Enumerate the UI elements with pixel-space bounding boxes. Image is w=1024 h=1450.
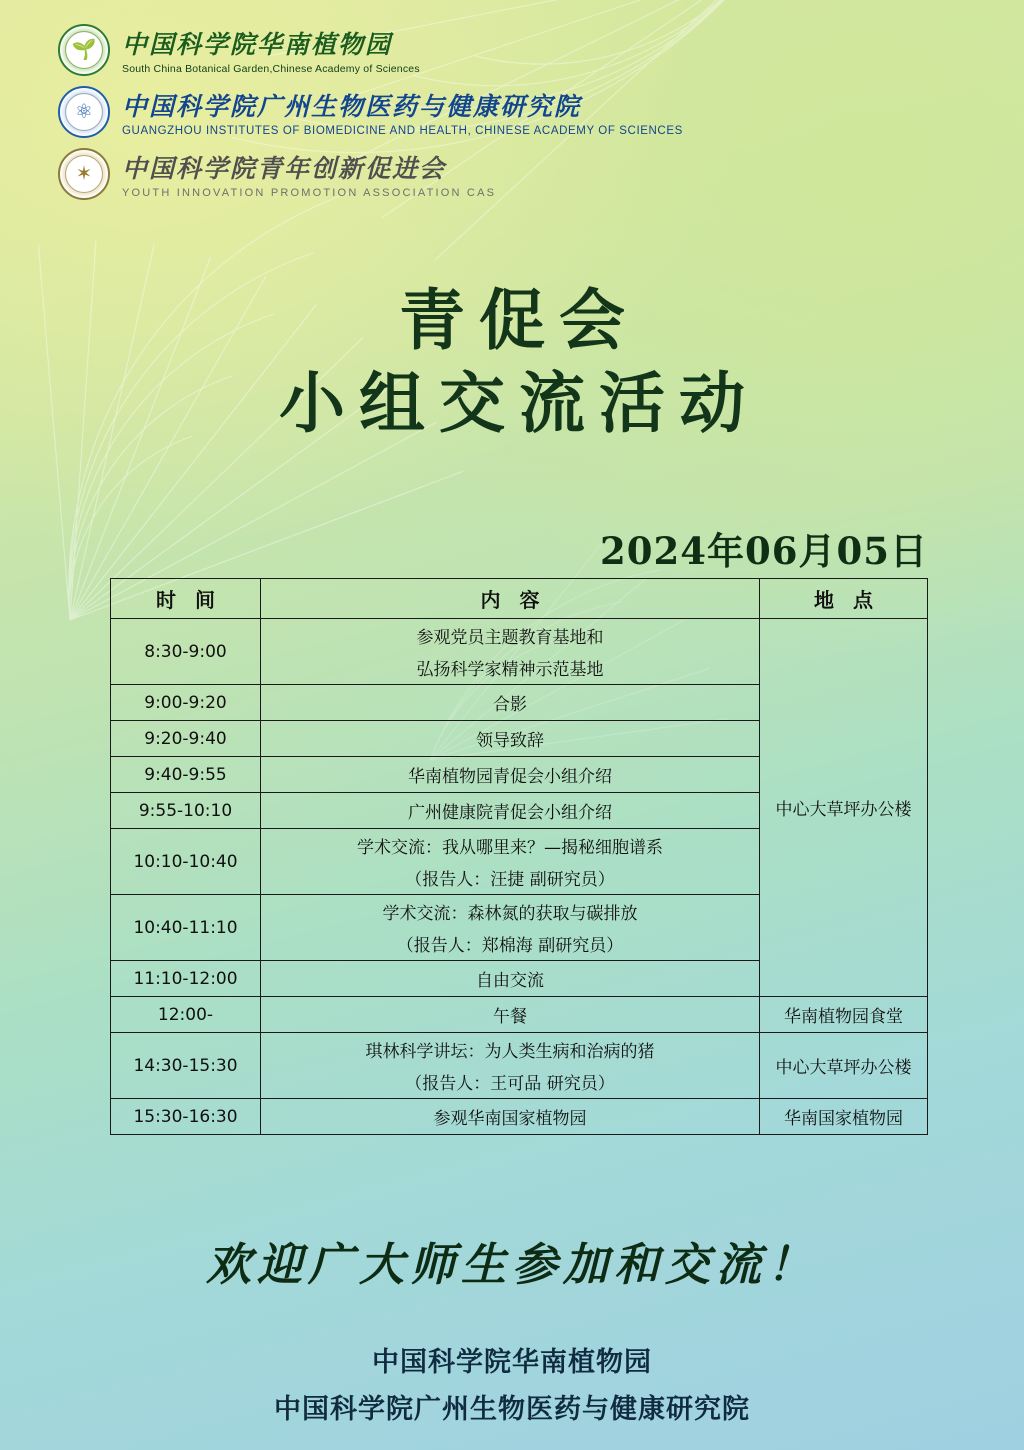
column-header-time: 时 间 bbox=[111, 579, 261, 619]
logo-row-youth-innovation bbox=[58, 146, 758, 202]
cell-place: 中心大草坪办公楼 bbox=[760, 1033, 928, 1099]
title-line-1: 青促会 bbox=[399, 281, 639, 359]
cell-time: 9:20-9:40 bbox=[111, 721, 261, 757]
cell-content: 参观华南国家植物园 bbox=[261, 1099, 760, 1135]
youth-innovation-seal-icon: ✶ bbox=[58, 148, 110, 200]
botanical-garden-seal-icon: 🌱 bbox=[58, 24, 110, 76]
schedule-table bbox=[110, 578, 928, 1135]
column-header-content: 内 容 bbox=[261, 579, 760, 619]
cell-time: 14:30-15:30 bbox=[111, 1033, 261, 1099]
cell-content bbox=[261, 1033, 760, 1099]
cell-content-main: 学术交流：我从哪里来？—揭秘细胞谱系 bbox=[357, 838, 663, 858]
table-row bbox=[111, 1099, 928, 1135]
logo-en-name-1: South China Botanical Garden,Chinese Academy of Sciences bbox=[122, 63, 420, 75]
table-row bbox=[111, 997, 928, 1033]
cell-content-sub: （报告人：王可品 研究员） bbox=[405, 1074, 615, 1094]
schedule-table-wrapper bbox=[110, 578, 928, 1135]
cell-place: 中心大草坪办公楼 bbox=[760, 619, 928, 997]
poster-title bbox=[0, 282, 1024, 441]
table-header-row bbox=[111, 579, 928, 619]
cell-content: 广州健康院青促会小组介绍 bbox=[261, 793, 760, 829]
logo-row-botanical-garden bbox=[58, 22, 758, 78]
cell-content-main: 参观党员主题教育基地和 bbox=[416, 628, 604, 648]
welcome-message: 欢迎广大师生参加和交流！ bbox=[205, 1238, 818, 1291]
cell-time: 15:30-16:30 bbox=[111, 1099, 261, 1135]
cell-content: 午餐 bbox=[261, 997, 760, 1033]
cell-content: 自由交流 bbox=[261, 961, 760, 997]
logo-en-name-2: GUANGZHOU INSTITUTES OF BIOMEDICINE AND HEALTH, CHINESE ACADEMY OF SCIENCES bbox=[122, 125, 683, 137]
cell-content bbox=[261, 895, 760, 961]
cell-time: 9:55-10:10 bbox=[111, 793, 261, 829]
cell-content-main: 琪林科学讲坛：为人类生病和治病的猪 bbox=[365, 1042, 655, 1062]
cell-content: 合影 bbox=[261, 685, 760, 721]
cell-time: 12:00- bbox=[111, 997, 261, 1033]
cell-content-sub: （报告人：汪捷 副研究员） bbox=[405, 870, 615, 890]
cell-content-main: 学术交流：森林氮的获取与碳排放 bbox=[382, 904, 638, 924]
table-row bbox=[111, 1033, 928, 1099]
logo-cn-name-1: 中国科学院华南植物园 bbox=[122, 30, 393, 59]
cell-time: 9:40-9:55 bbox=[111, 757, 261, 793]
cell-content-sub: （报告人：郑棉海 副研究员） bbox=[396, 936, 624, 956]
column-header-place: 地 点 bbox=[760, 579, 928, 619]
logo-cn-name-3: 中国科学院青年创新促进会 bbox=[122, 154, 447, 183]
logo-row-biomedicine bbox=[58, 84, 758, 140]
organizers bbox=[0, 1340, 1024, 1426]
cell-time: 8:30-9:00 bbox=[111, 619, 261, 685]
title-line-2: 小组交流活动 bbox=[279, 363, 759, 442]
table-row bbox=[111, 619, 928, 685]
cell-time: 10:10-10:40 bbox=[111, 829, 261, 895]
cell-time: 11:10-12:00 bbox=[111, 961, 261, 997]
institution-logos bbox=[58, 22, 758, 208]
organizer-line-1: 中国科学院华南植物园 bbox=[372, 1347, 652, 1378]
cell-content bbox=[261, 619, 760, 685]
cell-content-sub: 弘扬科学家精神示范基地 bbox=[416, 660, 604, 680]
cell-place: 华南植物园食堂 bbox=[760, 997, 928, 1033]
logo-cn-name-2: 中国科学院广州生物医药与健康研究院 bbox=[122, 92, 582, 121]
cell-content bbox=[261, 829, 760, 895]
cell-time: 9:00-9:20 bbox=[111, 685, 261, 721]
cell-place: 华南国家植物园 bbox=[760, 1099, 928, 1135]
event-date: 2024年06月05日 bbox=[600, 529, 928, 573]
cell-content: 华南植物园青促会小组介绍 bbox=[261, 757, 760, 793]
organizer-line-2: 中国科学院广州生物医药与健康研究院 bbox=[274, 1394, 750, 1425]
cell-content: 领导致辞 bbox=[261, 721, 760, 757]
biomedicine-institute-seal-icon: ⚛ bbox=[58, 86, 110, 138]
logo-en-name-3: YOUTH INNOVATION PROMOTION ASSOCIATION CAS bbox=[122, 187, 497, 199]
cell-time: 10:40-11:10 bbox=[111, 895, 261, 961]
